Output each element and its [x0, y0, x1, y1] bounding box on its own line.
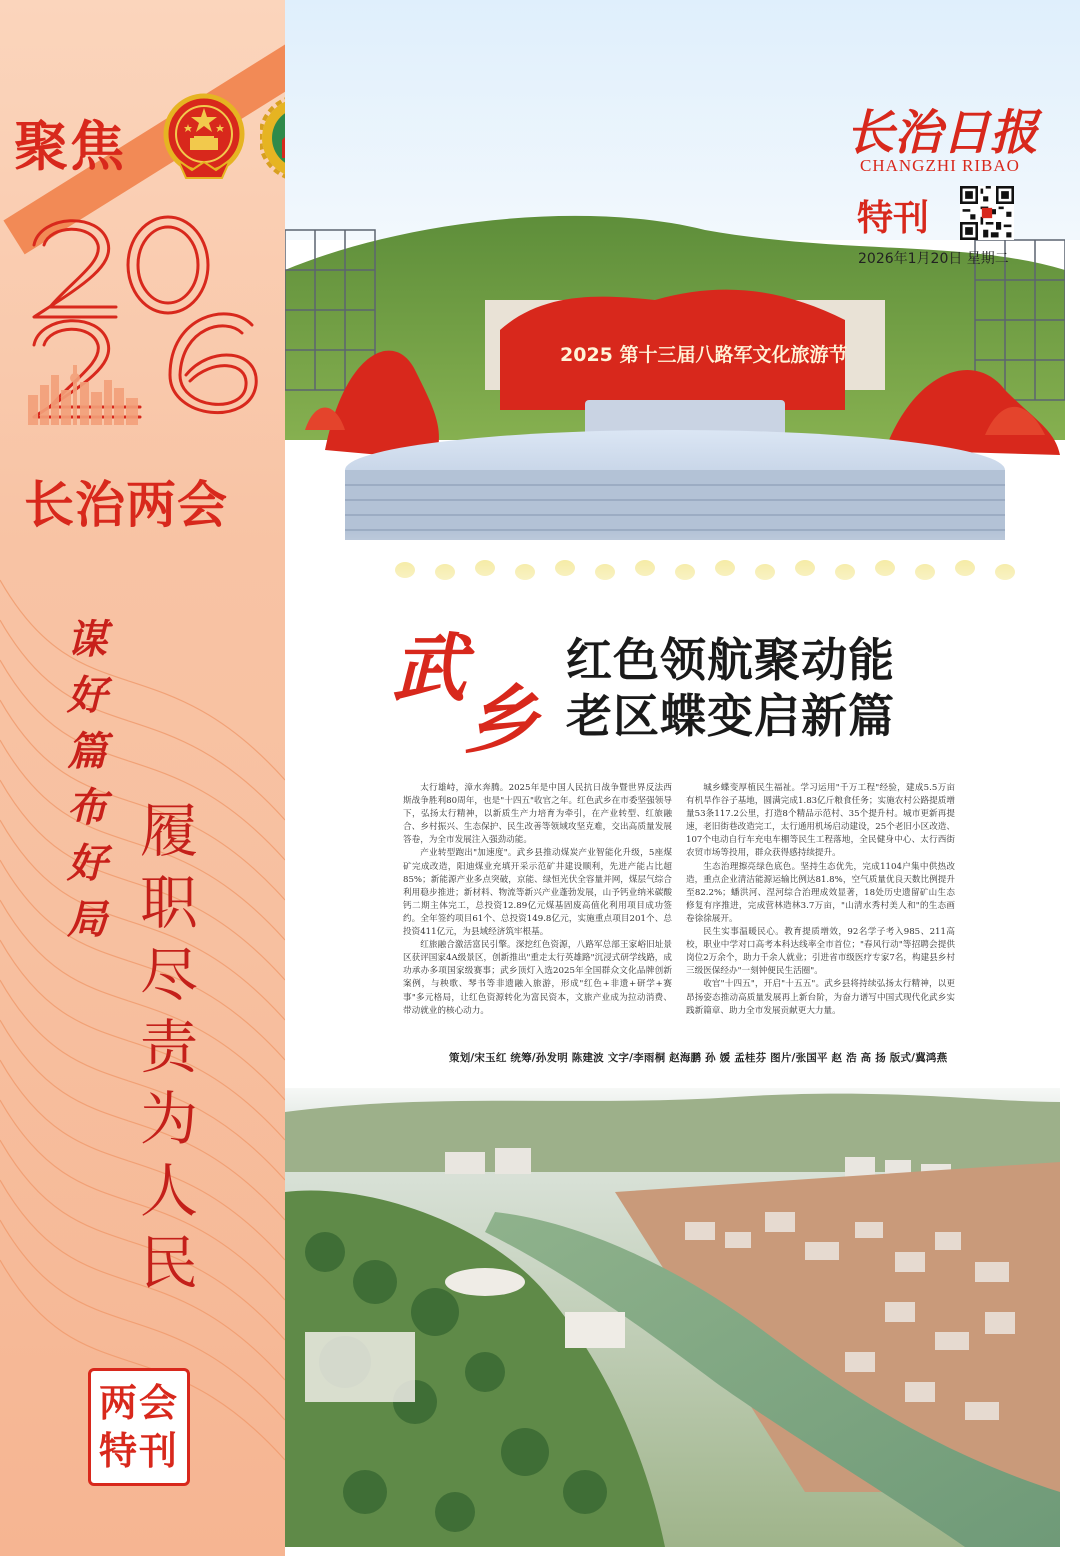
kicker-char-2: 乡: [464, 678, 538, 764]
headline: [566, 632, 895, 744]
slogan-char: 履: [139, 797, 198, 865]
article-paragraph: 民生实事温暖民心。教育提质增效，92名学子考入985、211高校，职业中学对口高考本科达线率全市首位；"春风行动"等招聘会提供岗位2万余个，助力千余人就业；引进省市级医疗专家7名，构建县乡村三级医保经办"一刻钟便民生活圈"。: [686, 927, 955, 977]
article-paragraph: 红旅融合激活富民引擎。深挖红色资源，八路军总部王家峪旧址景区获评国家4A级景区，创新推出"重走太行英雄路"沉浸式研学线路，成功承办多项国家级赛事；武乡顶灯入选2025年全国群众文化品牌创新案例，与秧歌、琴书等非遗融入旅游，形成"红色+非遗+研学+赛事"多元格局，让红色资源转化为富民资本，文旅产业成为拉动消费、带动就业的核心动力。: [403, 940, 672, 1016]
headline-line-2: 老区蝶变启新篇: [566, 689, 895, 743]
kicker-char-1: 武: [392, 626, 466, 712]
left-decor-panel: [0, 0, 285, 1556]
qr-code-icon[interactable]: [960, 186, 1014, 240]
section-title: 长治两会: [24, 476, 228, 534]
cppcc-emblem-icon: [260, 92, 285, 184]
newspaper-name: 长治日报: [846, 105, 1039, 161]
aerial-town-photo: [285, 1072, 1060, 1547]
badge-line-1: 两会: [98, 1381, 179, 1425]
slogan-char: 为: [139, 1085, 198, 1153]
headline-line-1: 红色领航聚动能: [566, 633, 895, 687]
slogan-char: 谋: [67, 616, 107, 663]
article-paragraph: 生态治理擦亮绿色底色。坚持生态优先，完成1104户集中供热改造，重点企业清洁能源运输比例达81.8%，空气质量优良天数比例提升至82.2%；蟠洪河、涅河综合治理成效显著，18处历史遗留矿山生态修复有序推进，完成营林造林3.7万亩，"山清水秀村美人和"的生态画卷徐徐展开。: [686, 861, 955, 924]
badge-line-2: 特刊: [98, 1429, 179, 1473]
slogan-char: 民: [139, 1229, 198, 1297]
headline-kicker: [392, 610, 542, 764]
special-issue-badge: [88, 1368, 190, 1486]
slogan-char: 职: [139, 869, 198, 937]
newspaper-pinyin: CHANGZHI RIBAO: [860, 156, 1020, 175]
slogan-char: 布: [67, 784, 107, 831]
national-emblem-icon: [162, 92, 246, 184]
slogan-char: 篇: [67, 728, 107, 775]
article-body: [403, 782, 955, 1018]
stage-banner-text: 2025 第十三届八路军文化旅游节: [560, 344, 848, 366]
slogan-char: 人: [139, 1157, 198, 1225]
issue-date: 2026年1月20日 星期二: [858, 251, 1009, 267]
article-paragraph: 太行雄峙，漳水奔腾。2025年是中国人民抗日战争暨世界反法西斯战争胜利80周年，也是"十四五"收官之年。红色武乡在市委坚强领导下，弘扬太行精神，以新质生产力培育为牵引，在产业转型、红旅融合、乡村振兴、生态保护、民生改善等领域攻坚克难，交出高质量发展答卷，为全市发展注入强劲动能。: [403, 783, 672, 846]
article-paragraph: 产业转型跑出"加速度"。武乡县推动煤炭产业智能化升级，5座煤矿完成改造，阳迪煤业充填开采示范矿井建设顺利，先进产能占比超85%；新能源产业多点突破，京能、绿恒光伏全容量并网，煤层气综合利用稳步推进；新材料、物流等新兴产业蓬勃发展，山予钙业纳米碳酸钙二期主体完工，总投资12.89亿元煤基固废高值化利用项目成功签约。全年签约项目61个、总投资149.8亿元，实施重点项目201个、总投资411亿元，为县域经济筑牢根基。: [403, 848, 672, 938]
article-paragraph: 城乡蝶变厚植民生福祉。学习运用"千万工程"经验，建成5.5万亩有机旱作谷子基地，圆满完成1.83亿斤粮食任务；实施农村公路提质增量53条117.2公里，打造8个精品示范村、35个提升村。城市更新再提速，老旧街巷改造完工，太行通用机场启动建设，25个老旧小区改造、107个电动自行车充电车棚等民生工程落地，全民健身中心、太行西街农贸市场等投用，群众获得感持续提升。: [686, 783, 955, 859]
focus-title: 聚焦: [14, 115, 126, 178]
slogan-char: 责: [139, 1013, 198, 1081]
slogan-calligraphy-1: [62, 612, 112, 948]
article-paragraph: 收官"十四五"，开启"十五五"。武乡县将持续弘扬太行精神，以更昂扬姿态推动高质量发展再上新台阶，为奋力谱写中国式现代化武乡实践新篇章、助力全市发展贡献更大力量。: [686, 979, 955, 1016]
slogan-vertical-2: [134, 795, 204, 1299]
article-credits: 策划/宋玉红 统筹/孙发明 陈建波 文字/李雨桐 赵海鹏 孙 媛 孟桂芬 图片/张国平 赵 浩 高 扬 版式/冀鸿燕: [449, 1052, 948, 1064]
city-skyline-icon: [28, 360, 138, 425]
slogan-char: 好: [67, 672, 107, 719]
slogan-char: 局: [67, 896, 107, 943]
special-issue-label: 特刊: [857, 198, 930, 239]
slogan-char: 尽: [139, 941, 198, 1009]
slogan-char: 好: [67, 840, 107, 887]
